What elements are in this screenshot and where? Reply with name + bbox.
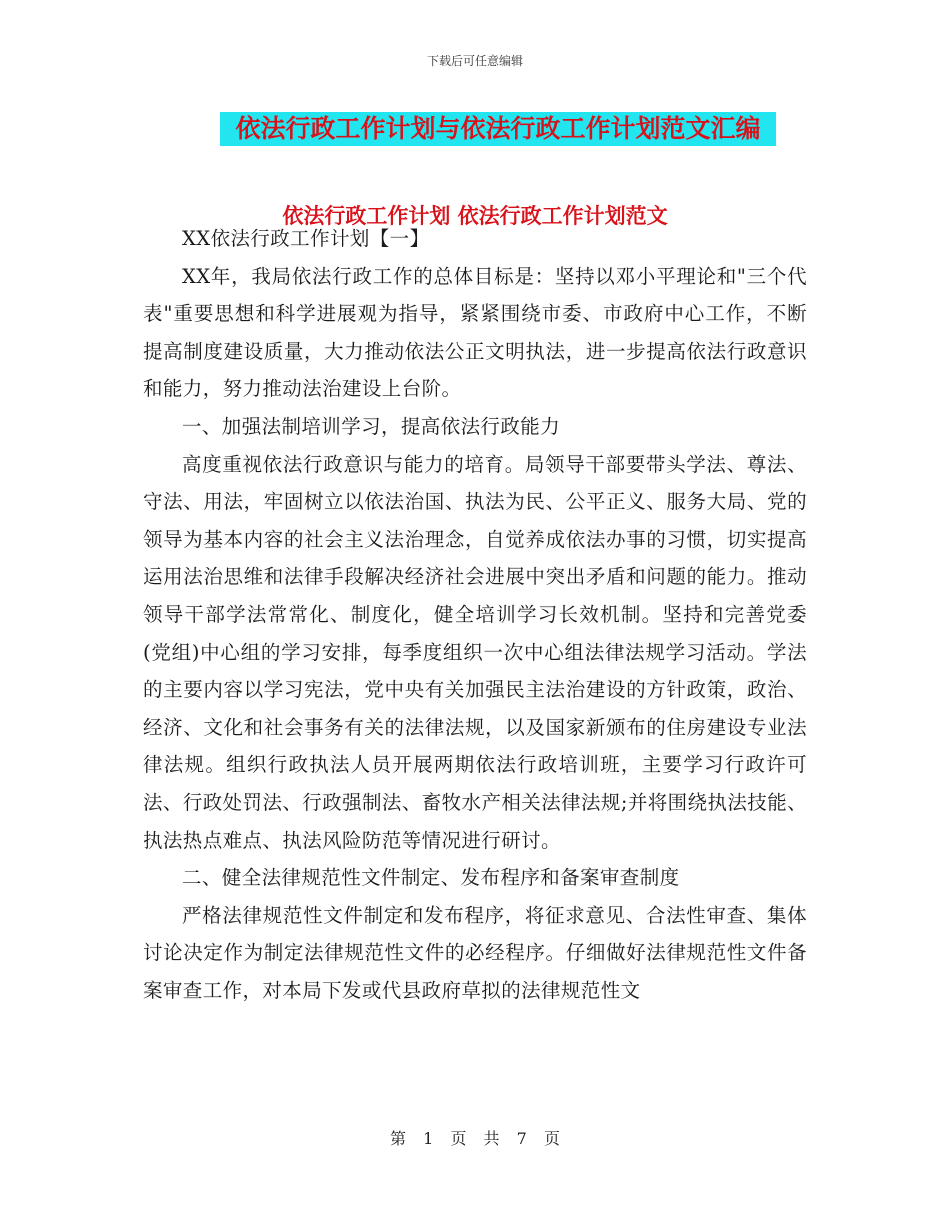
paragraph-overall-goal: XX年，我局依法行政工作的总体目标是：坚持以邓小平理论和"三个代表"重要思想和科学进展观为指导，紧紧围绕市委、市政府中心工作，不断提高制度建设质量，大力推动依法公正文明执法，进一步提高依法行政意识和能力，努力推动法治建设上台阶。: [143, 264, 807, 401]
document-body: [143, 220, 807, 1009]
page-suffix: 页: [543, 1129, 560, 1148]
section-heading-plan-one: XX依法行政工作计划【一】: [182, 227, 430, 250]
section-heading-training: 一、加强法制培训学习，提高依法行政能力: [182, 414, 561, 438]
page-mid: 页: [450, 1129, 467, 1148]
paragraph-training: 高度重视依法行政意识与能力的培育。局领导干部要带头学法、尊法、守法、用法，牢固树立以依法治国、执法为民、公平正义、服务大局、党的领导为基本内容的社会主义法治理念，自觉养成依法办事的习惯，切实提高运用法治思维和法律手段解决经济社会进展中突出矛盾和问题的能力。推动领导干部学法常常化、制度化，健全培训学习长效机制。坚持和完善党委(党组)中心组的学习安排，每季度组织一次中心组法律法规学习活动。学法的主要内容以学习宪法，党中央有关加强民主法治建设的方针政策，政治、经济、文化和社会事务有关的法律法规，以及国家新颁布的住房建设专业法律法规。组织行政执法人员开展两期依法行政培训班，主要学习行政许可法、行政处罚法、行政强制法、畜牧水产相关法律法规;并将围绕执法技能、执法热点难点、执法风险防范等情况进行研讨。: [143, 452, 807, 852]
main-title: 依法行政工作计划与依法行政工作计划范文汇编: [220, 112, 776, 146]
page-current: 1: [423, 1129, 434, 1148]
header-note: 下载后可任意编辑: [426, 54, 523, 68]
page-footer: [0, 1126, 950, 1149]
section-heading-normative-docs: 二、健全法律规范性文件制定、发布程序和备案审查制度: [182, 866, 680, 890]
page-prefix: 第: [390, 1129, 407, 1148]
page-total-prefix: 共: [483, 1129, 500, 1148]
page-total: 7: [516, 1129, 527, 1148]
sub-title: 依法行政工作计划 依法行政工作计划范文: [282, 203, 668, 228]
paragraph-normative-docs: 严格法律规范性文件制定和发布程序，将征求意见、合法性审查、集体讨论决定作为制定法律规范性文件的必经程序。仔细做好法律规范性文件备案审查工作，对本局下发或代县政府草拟的法律规范性文: [143, 903, 807, 1002]
